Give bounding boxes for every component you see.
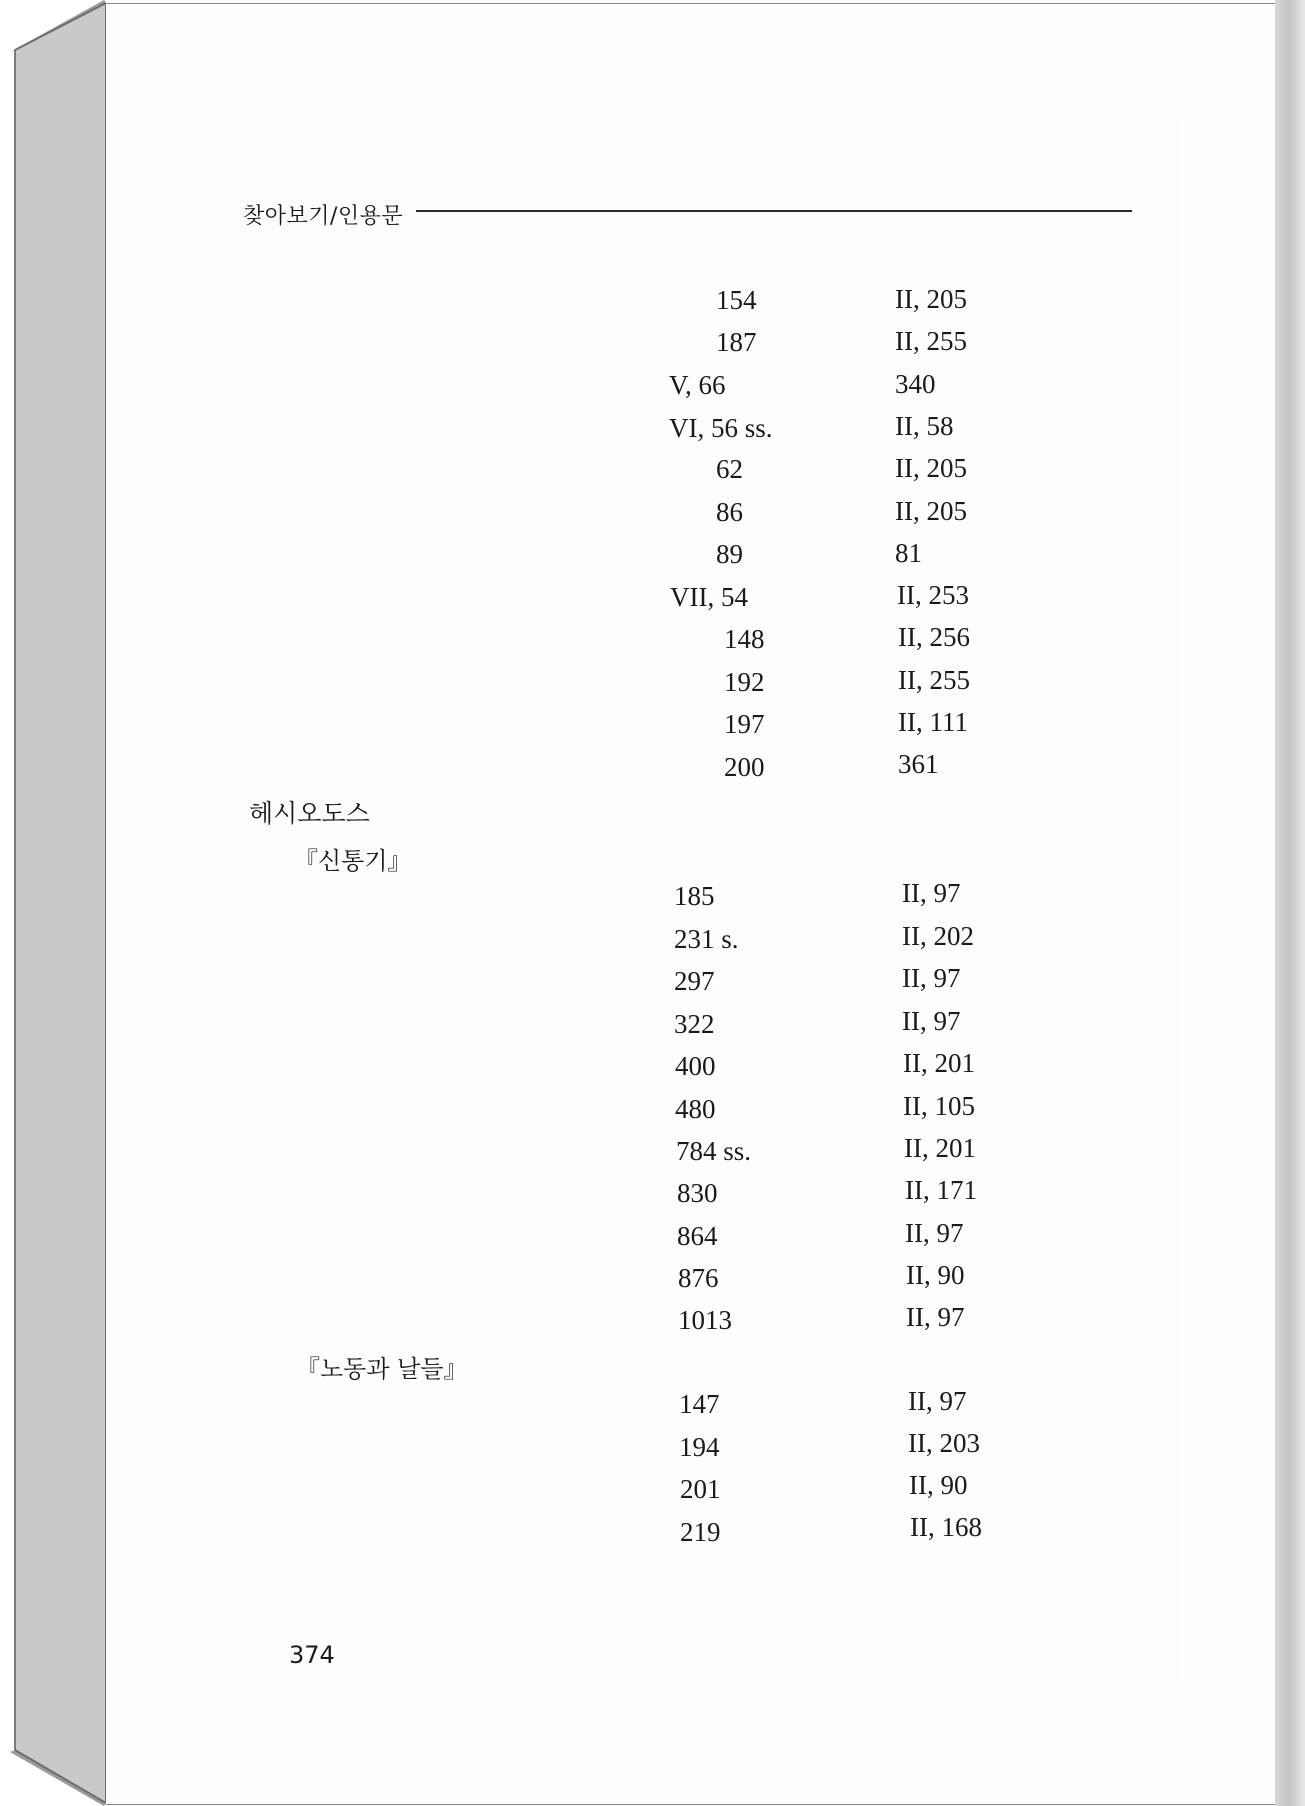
index-ref: VI, 56 ss. xyxy=(669,413,773,443)
index-ref: V, 66 xyxy=(669,370,726,400)
author-heading: 헤시오도스 xyxy=(249,799,370,828)
index-page: II, 205 xyxy=(895,284,967,314)
index-page: II, 97 xyxy=(902,963,961,993)
index-ref: 185 xyxy=(674,881,715,911)
index-ref: VII, 54 xyxy=(670,582,748,612)
index-page: II, 171 xyxy=(905,1175,977,1205)
work-title: 『신통기』 xyxy=(294,847,412,875)
index-ref: 86 xyxy=(716,497,743,527)
index-page: II, 255 xyxy=(895,326,967,356)
index-page: II, 111 xyxy=(898,707,968,737)
work-title: 『노동과 날들』 xyxy=(296,1355,468,1383)
index-page: II, 97 xyxy=(908,1386,967,1416)
index-page: 340 xyxy=(895,369,936,399)
index-ref: 194 xyxy=(679,1432,720,1462)
index-ref: 297 xyxy=(674,966,715,996)
index-ref: 148 xyxy=(724,624,765,654)
index-ref: 1013 xyxy=(678,1305,732,1335)
index-ref: 89 xyxy=(716,539,743,569)
index-ref: 400 xyxy=(675,1051,716,1081)
index-page: 81 xyxy=(895,538,922,568)
index-ref: 147 xyxy=(679,1389,720,1419)
page-number: 374 xyxy=(289,1641,335,1669)
index-page: II, 58 xyxy=(895,411,954,441)
index-ref: 187 xyxy=(716,327,757,357)
index-page: II, 201 xyxy=(903,1048,975,1078)
book-spine-edge xyxy=(0,0,106,1806)
running-head-rule xyxy=(416,210,1132,212)
index-ref: 322 xyxy=(674,1009,715,1039)
index-page: II, 168 xyxy=(910,1512,982,1542)
index-ref: 219 xyxy=(680,1517,721,1547)
index-page: II, 97 xyxy=(906,1302,965,1332)
index-ref: 876 xyxy=(678,1263,719,1293)
index-page: II, 90 xyxy=(906,1260,965,1290)
index-ref: 200 xyxy=(724,752,765,782)
index-page: II, 256 xyxy=(898,622,970,652)
index-page: II, 201 xyxy=(904,1133,976,1163)
index-page: II, 205 xyxy=(895,453,967,483)
index-page: II, 203 xyxy=(908,1428,980,1458)
index-ref: 201 xyxy=(680,1474,721,1504)
index-ref: 231 s. xyxy=(674,924,739,954)
index-ref: 784 ss. xyxy=(676,1136,752,1166)
index-page: II, 202 xyxy=(902,921,974,951)
index-ref: 197 xyxy=(724,709,765,739)
index-page: 361 xyxy=(898,749,939,779)
book-page-edge xyxy=(1275,0,1305,1806)
index-ref: 864 xyxy=(677,1221,718,1251)
index-page: II, 97 xyxy=(902,878,961,908)
index-page: II, 90 xyxy=(909,1470,968,1500)
index-page: II, 255 xyxy=(898,665,970,695)
index-page: II, 97 xyxy=(902,1006,961,1036)
index-page: II, 205 xyxy=(895,496,967,526)
index-ref: 154 xyxy=(716,285,757,315)
running-head: 찾아보기/인용문 xyxy=(243,204,404,229)
index-ref: 480 xyxy=(675,1094,716,1124)
index-ref: 830 xyxy=(677,1178,718,1208)
index-page: II, 97 xyxy=(905,1218,964,1248)
index-page: II, 253 xyxy=(897,580,969,610)
index-ref: 192 xyxy=(724,667,765,697)
index-ref: 62 xyxy=(716,454,743,484)
index-page: II, 105 xyxy=(903,1091,975,1121)
